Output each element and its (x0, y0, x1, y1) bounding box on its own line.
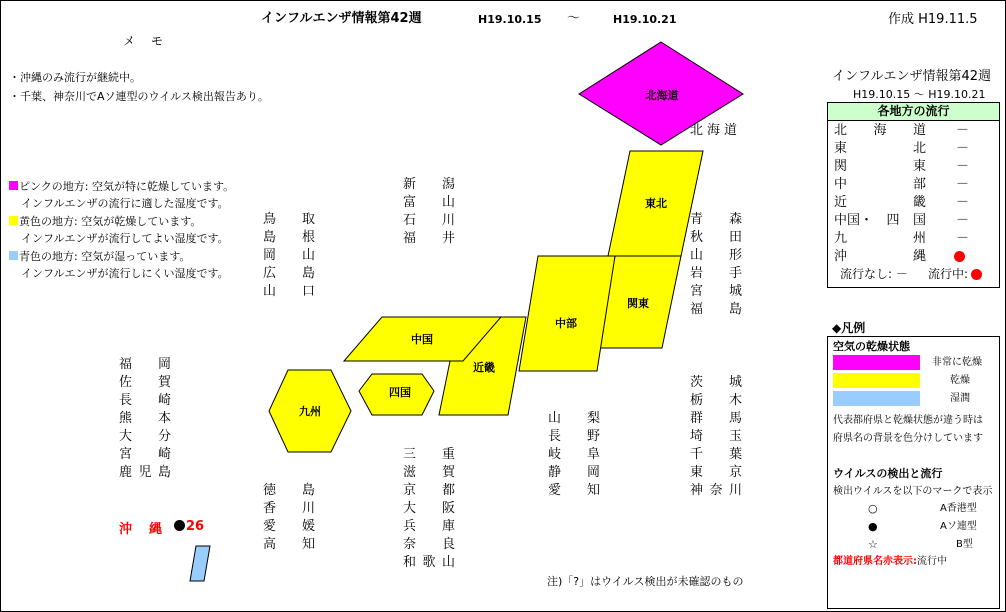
virus-mark-icon: ☆ (868, 538, 878, 551)
region-tohoku-label: 東北 (645, 197, 667, 210)
pref-kyushu-2: 長 崎 (119, 393, 173, 408)
status-row: 東 北 － (834, 141, 970, 156)
note-yellow-sub: インフルエンザが流行してよい湿度です。 (21, 232, 229, 245)
panel-period: H19.10.15 ～ H19.10.21 (853, 88, 986, 101)
swatch-dry (833, 373, 920, 388)
region-shikoku-label: 四国 (389, 386, 411, 399)
note-blue-sub: インフルエンザが流行しにくい湿度です。 (21, 267, 229, 280)
legend-humidity-header: 空気の乾燥状態 (833, 340, 910, 353)
legend-box (827, 336, 1000, 609)
red-circle-icon (954, 251, 965, 262)
pref-kanto-1: 栃 木 (690, 393, 744, 408)
pref-tohoku-5: 福 島 (690, 302, 744, 317)
status-table-header: 各地方の流行 (828, 103, 999, 121)
memo-label: メ モ (123, 34, 166, 48)
pref-kanto-4: 千 葉 (690, 447, 744, 462)
region-shikoku[interactable] (359, 374, 434, 415)
pref-list-chubu (548, 410, 602, 500)
legend-virus-header: ウイルスの検出と流行 (833, 467, 943, 480)
legend-note-2: 府県名の背景を色分けしています (833, 433, 983, 444)
status-row: 中国・ 四 国 － (834, 213, 970, 228)
memo-line-1: ・沖縄のみ流行が継続中。 (9, 71, 141, 84)
pref-chubu-0: 山 梨 (548, 411, 602, 426)
pref-tohoku-0: 青 森 (690, 212, 744, 227)
legend-humid: 湿潤 (950, 393, 970, 404)
region-kyushu[interactable] (269, 370, 351, 452)
status-row: 中 部 － (834, 177, 970, 192)
status-active-indicator (956, 247, 965, 266)
pref-chugoku-2: 岡 山 (263, 248, 317, 263)
note-yellow: 黄色の地方: 空気が乾燥しています。 (9, 215, 201, 228)
filled-circle-icon (174, 520, 185, 531)
pref-chubu-1: 長 野 (548, 429, 602, 444)
region-chubu[interactable] (519, 256, 615, 371)
status-value: － (956, 177, 970, 192)
pref-kyushu-0: 福 岡 (119, 357, 173, 372)
status-row: 沖 縄 (834, 247, 994, 266)
status-row: 北 海 道 － (834, 123, 970, 138)
legend-dry: 乾燥 (950, 375, 970, 386)
pref-kyushu-6: 鹿 児 島 (119, 465, 173, 480)
red-circle-icon (971, 269, 982, 280)
pref-tohoku-3: 岩 手 (690, 266, 744, 281)
pref-kyushu-4: 大 分 (119, 429, 173, 444)
region-kyushu-label: 九州 (299, 405, 321, 418)
pref-kinki-1: 滋 賀 (403, 465, 457, 480)
status-value: － (956, 123, 970, 138)
status-value: － (956, 141, 970, 156)
regional-status-table (827, 102, 1000, 288)
pref-kyushu-5: 宮 崎 (119, 447, 173, 462)
pref-chugoku-3: 広 島 (263, 266, 317, 281)
region-tohoku[interactable] (608, 151, 703, 256)
pref-hokuriku-0: 新 潟 (403, 177, 457, 192)
note-pink: ピンクの地方: 空気が特に乾燥しています。 (9, 180, 234, 193)
pref-tohoku-4: 宮 城 (690, 284, 744, 299)
region-chugoku-label: 中国 (411, 333, 433, 346)
pref-kinki-3: 大 阪 (403, 501, 457, 516)
status-row: 九 州 － (834, 231, 970, 246)
okinawa-virus-marker (174, 519, 204, 534)
pref-hokuriku-2: 石 川 (403, 213, 457, 228)
pref-chubu-3: 静 岡 (548, 465, 602, 480)
pref-kanto-0: 茨 城 (690, 375, 744, 390)
hokkaido-caption: 北海道 (690, 123, 742, 138)
legend-title: ◆凡例 (832, 321, 866, 335)
swatch-very-dry (833, 355, 920, 370)
created-date: 作成 H19.11.5 (888, 12, 978, 27)
pref-kinki-4: 兵 庫 (403, 519, 457, 534)
period-separator: ～ (567, 11, 581, 26)
pref-kanto-6: 神 奈 川 (690, 483, 744, 498)
virus-type-label: B型 (956, 539, 973, 550)
pref-list-tohoku (690, 211, 744, 319)
pref-list-chugoku (263, 211, 317, 301)
okinawa-count: 26 (186, 519, 205, 534)
status-value: － (956, 195, 970, 210)
pref-list-kinki (403, 446, 457, 572)
legend-red-note: 都道府県名赤表示:流行中 (833, 556, 947, 567)
report-title: インフルエンザ情報第42週 (261, 11, 422, 26)
pref-shikoku-1: 香 川 (263, 501, 317, 516)
pref-hokuriku-3: 福 井 (403, 231, 457, 246)
status-footer-active: 流行中: (928, 267, 982, 281)
legend-very-dry: 非常に乾燥 (932, 357, 982, 368)
period-end: H19.10.21 (613, 13, 677, 26)
pref-kinki-5: 奈 良 (403, 537, 457, 552)
region-okinawa[interactable] (190, 546, 210, 581)
pref-chubu-2: 岐 阜 (548, 447, 602, 462)
panel-title: インフルエンザ情報第42週 (832, 69, 992, 84)
status-value: － (956, 213, 970, 228)
pref-kinki-6: 和 歌 山 (403, 555, 457, 570)
note-blue: 青色の地方: 空気が湿っています。 (9, 250, 190, 263)
status-row: 関 東 － (834, 159, 970, 174)
pref-chugoku-0: 鳥 取 (263, 212, 317, 227)
pref-shikoku-0: 徳 島 (263, 483, 317, 498)
pref-kinki-0: 三 重 (403, 447, 457, 462)
pref-chubu-4: 愛 知 (548, 483, 602, 498)
pref-kyushu-3: 熊 本 (119, 411, 173, 426)
virus-type-label: Aソ連型 (940, 521, 977, 532)
memo-line-2: ・千葉、神奈川でAソ連型のウイルス検出報告あり。 (9, 90, 269, 103)
pref-list-shikoku (263, 482, 317, 554)
pref-hokuriku-1: 富 山 (403, 195, 457, 210)
virus-mark-icon: ● (868, 520, 878, 533)
swatch-humid (833, 391, 920, 406)
period-start: H19.10.15 (478, 13, 542, 26)
note-pink-sub: インフルエンザの流行に適した湿度です。 (21, 197, 229, 210)
pref-kinki-2: 京 都 (403, 483, 457, 498)
pref-list-hokuriku (403, 176, 457, 248)
region-kanto-label: 関東 (627, 297, 649, 310)
region-chubu-label: 中部 (555, 317, 577, 330)
pref-kanto-2: 群 馬 (690, 411, 744, 426)
pref-shikoku-3: 高 知 (263, 537, 317, 552)
pref-list-kyushu (119, 356, 173, 482)
pref-chugoku-4: 山 口 (263, 284, 317, 299)
virus-mark-icon: ○ (868, 502, 878, 515)
legend-note-1: 代表都府県と乾燥状態が違う時は (833, 415, 983, 426)
region-hokkaido-label: 北海道 (645, 89, 679, 102)
status-value: － (956, 231, 970, 246)
pref-chugoku-1: 島 根 (263, 230, 317, 245)
pref-shikoku-2: 愛 媛 (263, 519, 317, 534)
pref-kanto-3: 埼 玉 (690, 429, 744, 444)
status-footer-none: 流行なし: － (840, 267, 908, 281)
pref-tohoku-2: 山 形 (690, 248, 744, 263)
pref-tohoku-1: 秋 田 (690, 230, 744, 245)
okinawa-label: 沖 縄 (119, 522, 165, 537)
pref-kyushu-1: 佐 賀 (119, 375, 173, 390)
region-kinki-label: 近畿 (473, 361, 495, 374)
legend-virus-sub: 検出ウイルスを以下のマークで表示 (833, 486, 993, 497)
status-row: 近 畿 － (834, 195, 970, 210)
footnote: 注)「?」はウイルス検出が未確認のもの (547, 575, 744, 588)
status-value: － (956, 159, 970, 174)
pref-kanto-5: 東 京 (690, 465, 744, 480)
virus-type-label: A香港型 (940, 503, 977, 514)
pref-list-kanto (690, 374, 744, 500)
